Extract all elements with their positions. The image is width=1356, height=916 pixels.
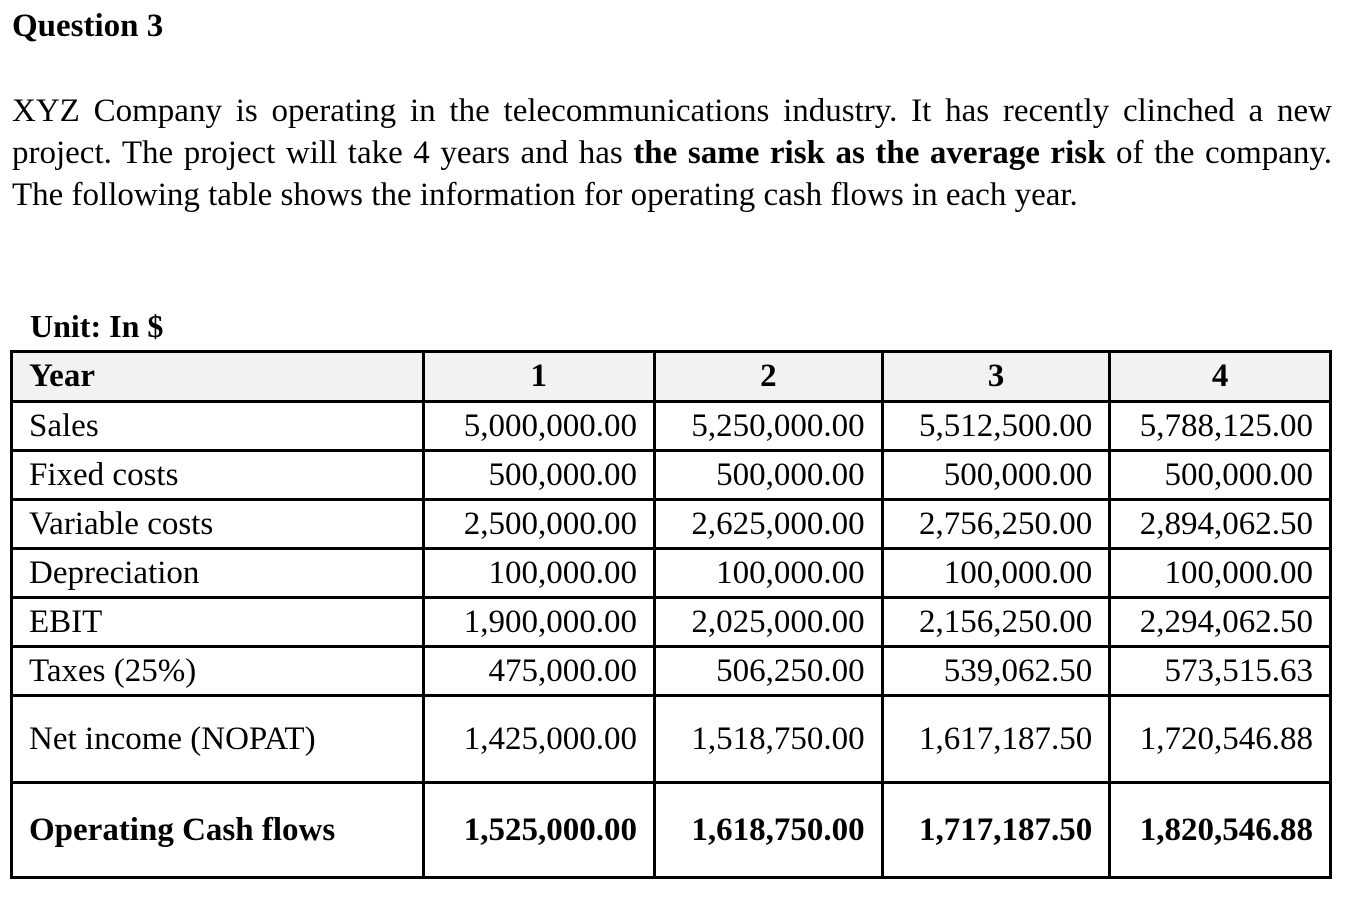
cell-value: 2,294,062.50 — [1110, 598, 1331, 647]
row-label: Operating Cash flows — [12, 783, 424, 878]
table-row-operating-cash-flows — [12, 783, 1331, 878]
row-label: Variable costs — [12, 500, 424, 549]
cell-value: 100,000.00 — [882, 549, 1110, 598]
question-paragraph — [12, 90, 1332, 216]
row-label: Taxes (25%) — [12, 647, 424, 696]
cell-value: 1,525,000.00 — [423, 783, 655, 878]
cell-value: 1,618,750.00 — [655, 783, 883, 878]
row-label: EBIT — [12, 598, 424, 647]
header-year-1: 1 — [423, 352, 655, 402]
cell-value: 2,625,000.00 — [655, 500, 883, 549]
cell-value: 1,820,546.88 — [1110, 783, 1331, 878]
cell-value: 500,000.00 — [655, 451, 883, 500]
cell-value: 100,000.00 — [655, 549, 883, 598]
cell-value: 1,518,750.00 — [655, 696, 883, 783]
cell-value: 1,900,000.00 — [423, 598, 655, 647]
cell-value: 100,000.00 — [1110, 549, 1331, 598]
paragraph-text-start: XYZ Company is operating in the telecommunications industry. It has recently clinched a new project. The project will take 4 years and has — [12, 93, 1332, 171]
cell-value: 5,000,000.00 — [423, 402, 655, 451]
unit-label: Unit: In $ — [30, 308, 164, 344]
cell-value: 2,894,062.50 — [1110, 500, 1331, 549]
row-label: Depreciation — [12, 549, 424, 598]
cell-value: 5,788,125.00 — [1110, 402, 1331, 451]
cell-value: 500,000.00 — [1110, 451, 1331, 500]
cell-value: 2,756,250.00 — [882, 500, 1110, 549]
cell-value: 2,156,250.00 — [882, 598, 1110, 647]
row-label: Fixed costs — [12, 451, 424, 500]
cash-flow-table — [10, 350, 1332, 879]
table-header-row — [12, 352, 1331, 402]
question-title: Question 3 — [12, 8, 164, 44]
cell-value: 2,025,000.00 — [655, 598, 883, 647]
row-label: Net income (NOPAT) — [12, 696, 424, 783]
table-row-depreciation — [12, 549, 1331, 598]
table-row-variable-costs — [12, 500, 1331, 549]
cell-value: 506,250.00 — [655, 647, 883, 696]
cell-value: 475,000.00 — [423, 647, 655, 696]
cell-value: 5,512,500.00 — [882, 402, 1110, 451]
header-year-label: Year — [12, 352, 424, 402]
cell-value: 1,425,000.00 — [423, 696, 655, 783]
cell-value: 1,717,187.50 — [882, 783, 1110, 878]
cell-value: 2,500,000.00 — [423, 500, 655, 549]
cell-value: 500,000.00 — [882, 451, 1110, 500]
paragraph-text-end: of the company. The following table shows the information for operating cash flows in each year. — [12, 135, 1333, 213]
header-year-4: 4 — [1110, 352, 1331, 402]
cell-value: 1,617,187.50 — [882, 696, 1110, 783]
table-row-sales — [12, 402, 1331, 451]
header-year-2: 2 — [655, 352, 883, 402]
cell-value: 573,515.63 — [1110, 647, 1331, 696]
cell-value: 100,000.00 — [423, 549, 655, 598]
row-label: Sales — [12, 402, 424, 451]
cell-value: 1,720,546.88 — [1110, 696, 1331, 783]
header-year-3: 3 — [882, 352, 1110, 402]
cell-value: 539,062.50 — [882, 647, 1110, 696]
table-row-taxes — [12, 647, 1331, 696]
paragraph-bold-phrase: the same risk as the average risk — [633, 135, 1106, 171]
table-row-ebit — [12, 598, 1331, 647]
table-row-fixed-costs — [12, 451, 1331, 500]
cell-value: 5,250,000.00 — [655, 402, 883, 451]
table-row-net-income — [12, 696, 1331, 783]
cell-value: 500,000.00 — [423, 451, 655, 500]
